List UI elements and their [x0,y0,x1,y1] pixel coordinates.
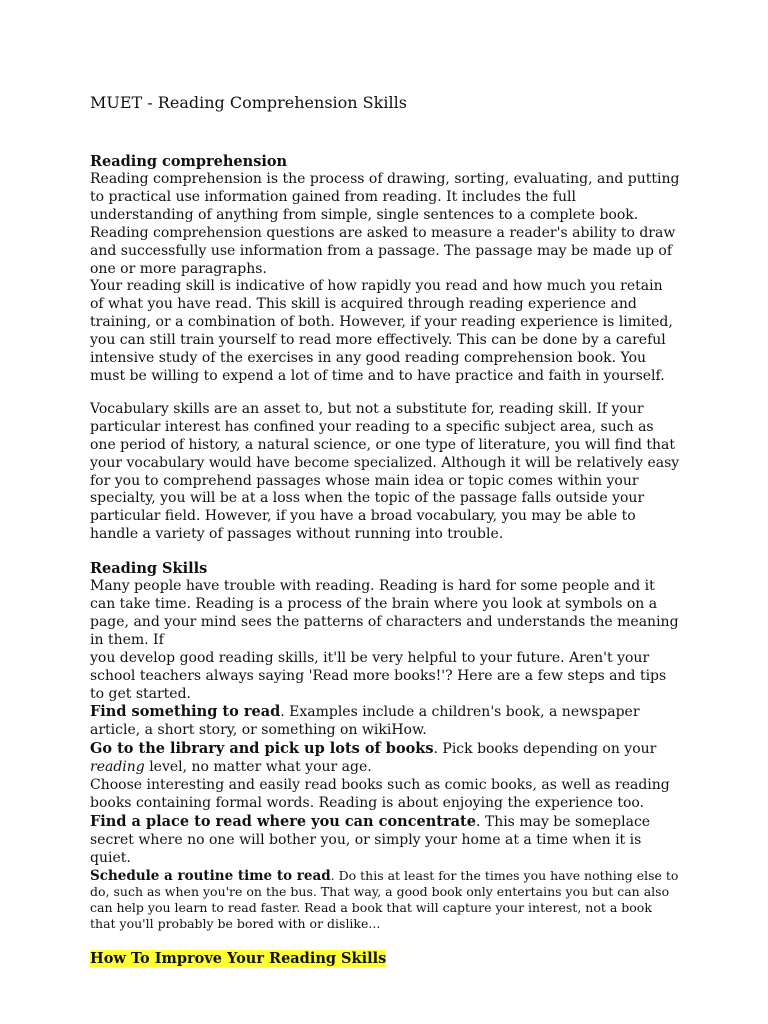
spacer [90,114,680,153]
step-title: Find something to read [90,703,281,721]
step-go-to-library [90,740,680,777]
paragraph: Many people have trouble with reading. Reading is hard for some people and it can take time. Reading is a process of the brain where you look at symbols on a page, and your mind sees the patterns of characters and understands the meaning in them. If [90,578,679,648]
paragraph: you develop good reading skills, it'll be very helpful to your future. Aren't your school teachers always saying 'Read more books!'? Here are a few steps and tips to get started. [90,649,667,702]
document-page [90,92,680,969]
step-find-something [90,703,680,740]
step-text-italic: reading [90,759,145,776]
step-title: Find a place to read where you can concentrate [90,812,476,830]
step-title: Go to the library and pick up lots of books [90,740,434,758]
step-find-place [90,813,680,868]
paragraph: Your reading skill is indicative of how rapidly you read and how much you retain of what you have read. This skill is acquired through reading experience and training, or a combination of both. However, if your reading experience is limited, you can still train yourself to read more effectively. This can be done by a careful intensive study of the exercises in any good reading comprehension book. You must be willing to expend a lot of time and to have practice and faith in yourself. [90,278,673,384]
step-title: Schedule a routine time to read [90,867,331,884]
section-heading-reading-skills: Reading Skills [90,560,208,578]
spacer [90,386,680,401]
spacer [90,544,680,560]
step-text: . Pick books depending on your [433,741,657,758]
step-text: . This may be someplace secret where no one will bother you, or simply your home at a time when it is quiet. [90,813,651,866]
highlighted-heading [90,950,680,969]
highlighted-link-text: How To Improve Your Reading Skills [90,949,387,967]
paragraph: Vocabulary skills are an asset to, but not a substitute for, reading skill. If your particular interest has confined your reading to a specific subject area, such as one period of history, a natural science, or one type of literature, you will find that your vocabulary would have become specialized. Although it will be relatively easy for you to comprehend passages whose main idea or topic comes within your specialty, you will be at a loss when the topic of the passage falls outside your particular field. However, if you have a broad vocabulary, you may be able to handle a variety of passages without running into trouble. [90,400,680,543]
paragraph: Reading comprehension questions are asked to measure a reader's ability to draw and successfully use information from a passage. The passage may be made up of one or more paragraphs. [90,224,676,277]
section-heading-reading-comprehension: Reading comprehension [90,153,288,170]
step-text: . Do this at least for the times you have nothing else to do, such as when you're on the bus. That way, a good book only entertains you but can also can help you learn to read faster. Read a book that will capture your interest, not a book that you'll probably be bored with or dislike... [90,867,679,931]
document-title: MUET - Reading Comprehension Skills [90,93,407,112]
step-text: . Examples include a children's book, a newspaper article, a short story, or something on wikiHow. [90,704,640,739]
step-text: level, no matter what your age. [144,759,372,776]
paragraph: Reading comprehension is the process of drawing, sorting, evaluating, and putting to practical use information gained from reading. It includes the full understanding of anything from simple, single sentences to a complete book. [90,171,680,223]
spacer [90,932,680,950]
step-schedule-routine [90,868,680,932]
paragraph: Choose interesting and easily read books such as comic books, as well as reading books containing formal words. Reading is about enjoying the experience too. [90,777,670,811]
